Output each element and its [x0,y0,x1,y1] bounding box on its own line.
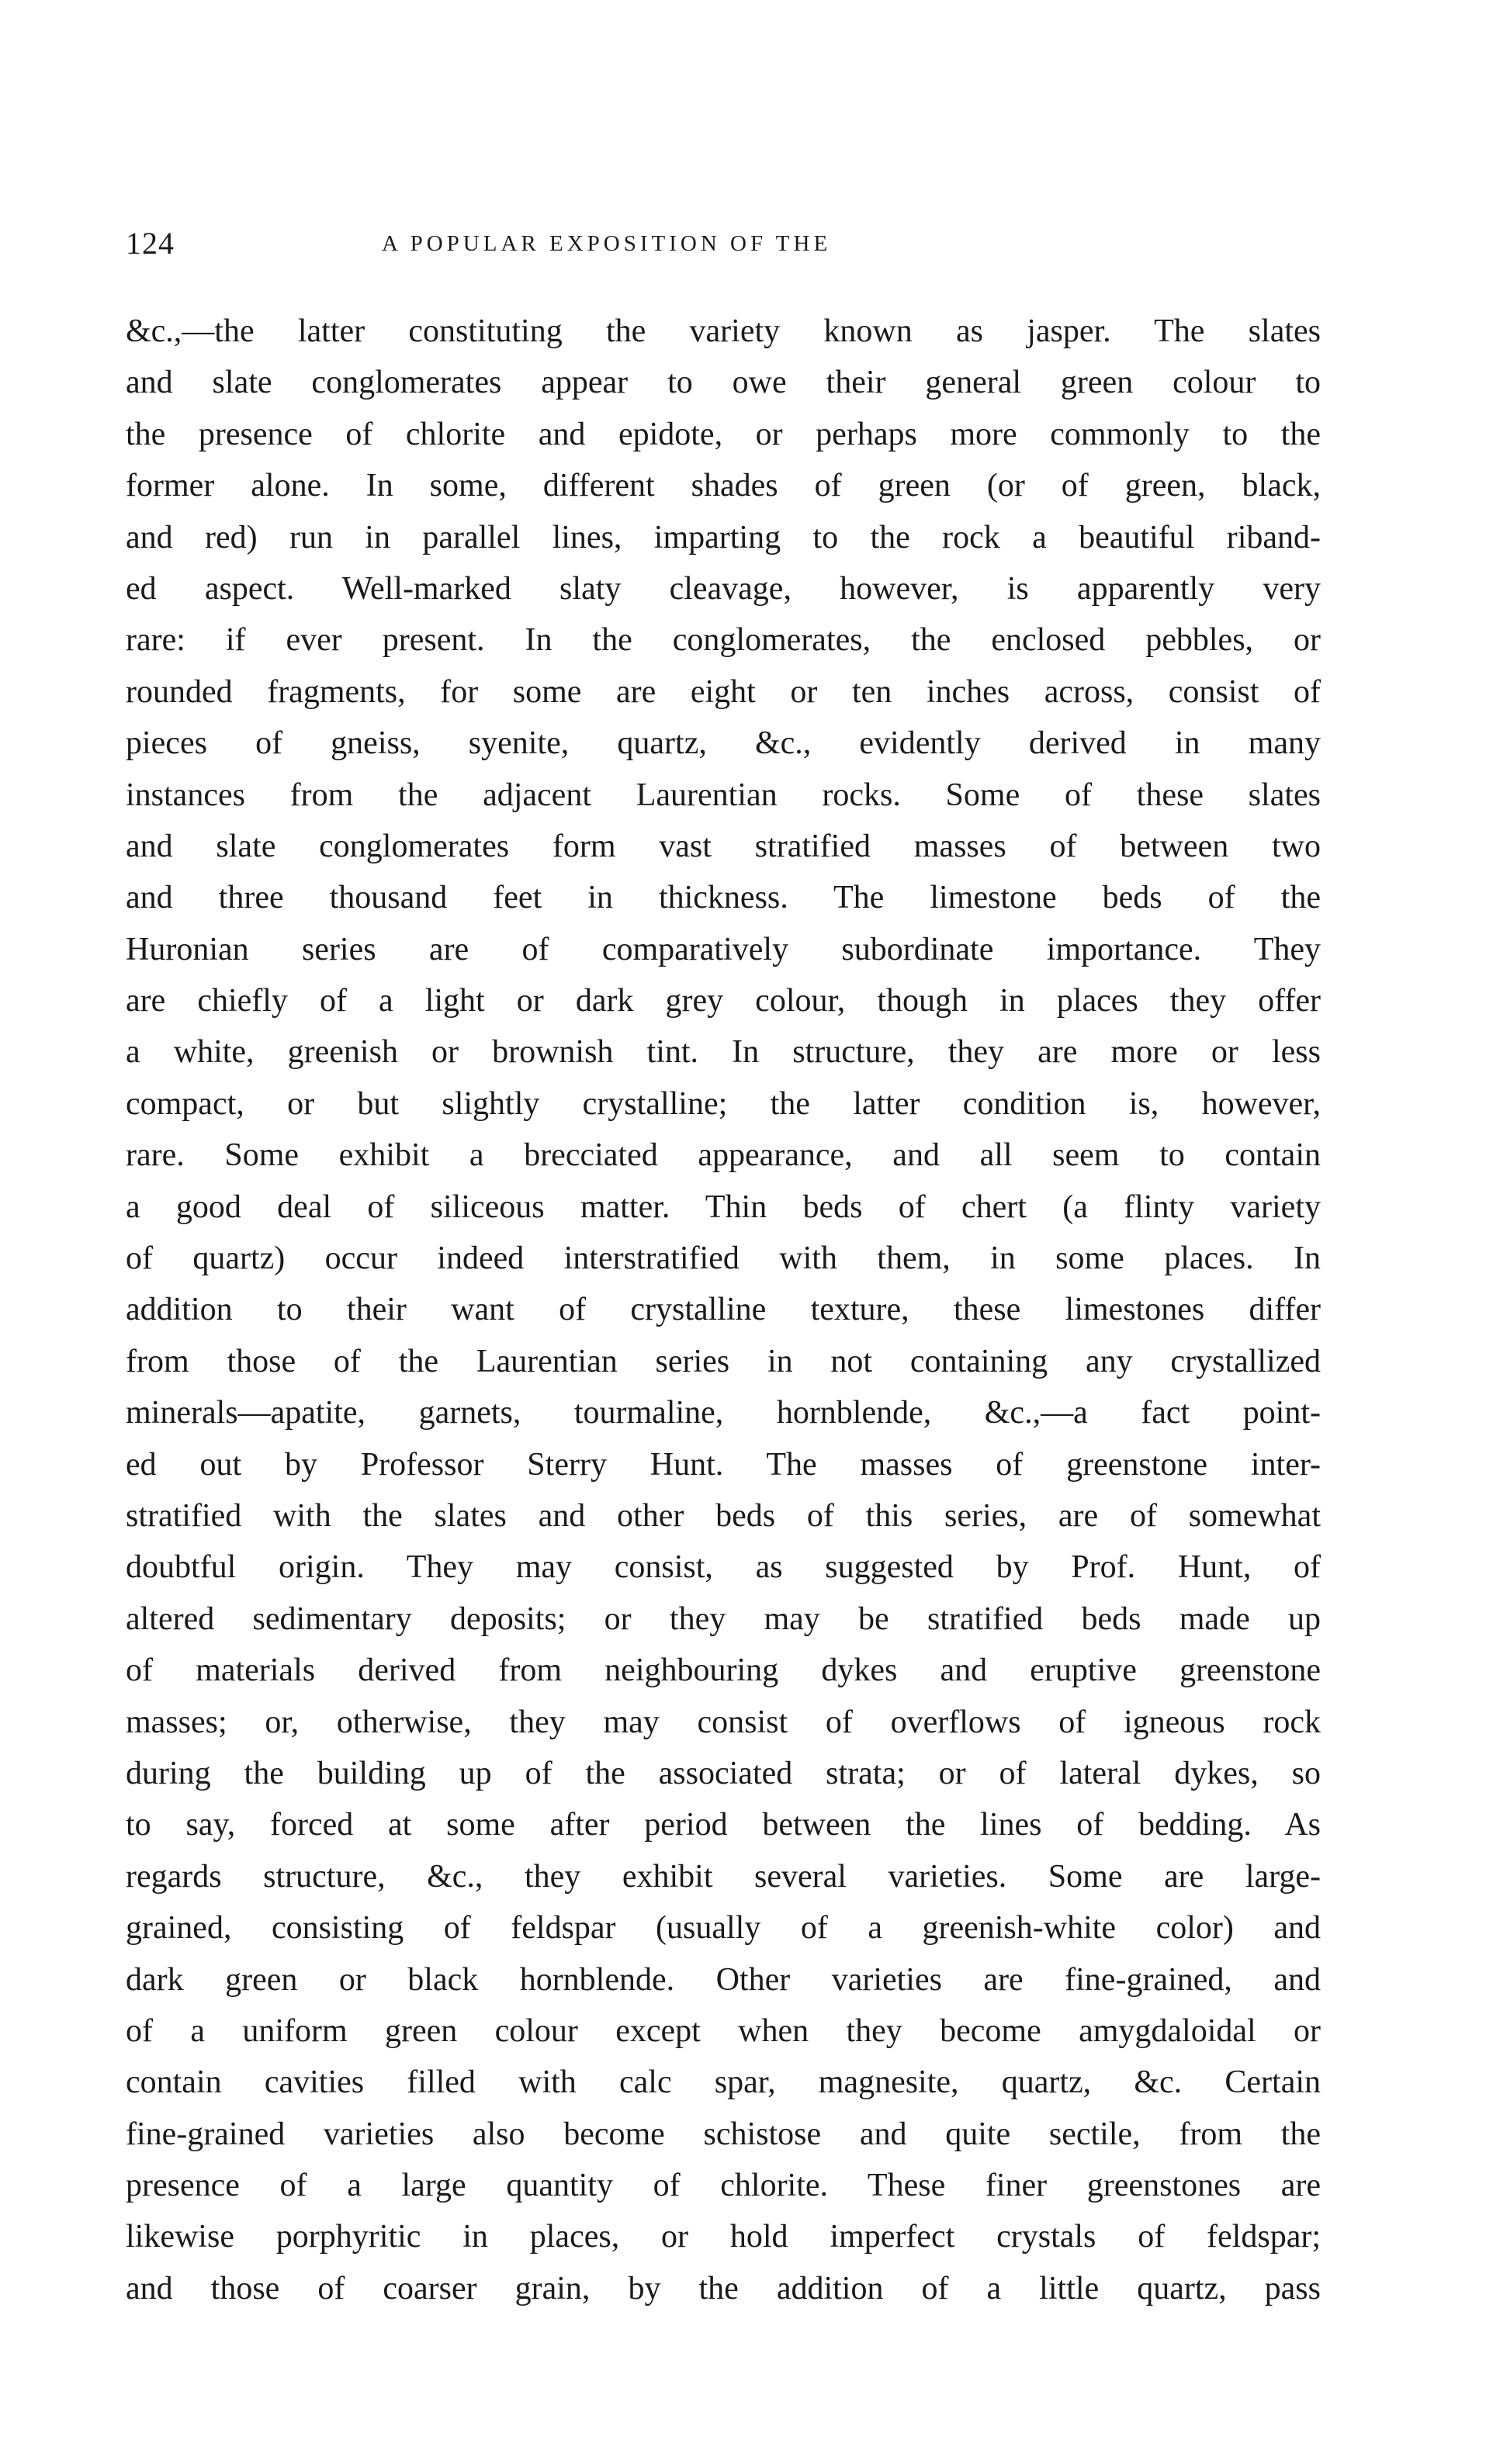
page-number: 124 [126,226,175,261]
text-line: and slate conglomerates form vast stratified masses of between two [126,828,1321,864]
text-line: ed out by Professor Sterry Hunt. The masses of greenstone inter- [126,1446,1321,1483]
text-line: presence of a large quantity of chlorite. These finer greenstones are [126,2168,1321,2204]
page-header [126,220,1321,267]
text-line: pieces of gneiss, syenite, quartz, &c., evidently derived in many [126,725,1321,762]
text-line: of quartz) occur indeed interstratified with them, in some places. In [126,1241,1321,1277]
text-line: a good deal of siliceous matter. Thin beds of chert (a flinty variety [126,1189,1321,1225]
text-line: compact, or but slightly crystalline; the latter condition is, however, [126,1085,1321,1122]
text-line: a white, greenish or brownish tint. In structure, they are more or less [126,1034,1321,1071]
text-line: of materials derived from neighbouring dykes and eruptive greenstone [126,1652,1321,1689]
text-line: contain cavities filled with calc spar, magnesite, quartz, &c. Certain [126,2064,1321,2101]
text-line: likewise porphyritic in places, or hold imperfect crystals of feldspar; [126,2219,1321,2255]
text-line: former alone. In some, different shades of green (or of green, black, [126,468,1321,504]
text-line: and slate conglomerates appear to owe their general green colour to [126,365,1321,401]
text-line: rounded fragments, for some are eight or ten inches across, consist of [126,673,1321,710]
text-line: &c.,—the latter constituting the variety known as jasper. The slates [126,313,1321,349]
text-line: stratified with the slates and other beds of this series, are of somewhat [126,1497,1321,1534]
running-head: A POPULAR EXPOSITION OF THE [382,231,832,256]
text-line: fine-grained varieties also become schistose and quite sectile, from the [126,2116,1321,2152]
text-line: from those of the Laurentian series in not containing any crystallized [126,1343,1321,1379]
text-line: minerals—apatite, garnets, tourmaline, hornblende, &c.,—a fact point- [126,1395,1321,1431]
text-line: and red) run in parallel lines, imparting to the rock a beautiful riband- [126,519,1321,555]
text-line: are chiefly of a light or dark grey colour, though in places they offer [126,983,1321,1019]
text-line: grained, consisting of feldspar (usually of a greenish-white color) and [126,1910,1321,1947]
text-line: altered sedimentary deposits; or they may be stratified beds made up [126,1601,1321,1637]
text-line: to say, forced at some after period between the lines of bedding. As [126,1807,1321,1843]
text-line: addition to their want of crystalline texture, these limestones differ [126,1292,1321,1328]
text-line: regards structure, &c., they exhibit several varieties. Some are large- [126,1858,1321,1895]
body-text [126,306,1321,2314]
text-line: rare: if ever present. In the conglomerates, the enclosed pebbles, or [126,622,1321,659]
text-line: doubtful origin. They may consist, as suggested by Prof. Hunt, of [126,1549,1321,1586]
text-line: during the building up of the associated strata; or of lateral dykes, so [126,1755,1321,1791]
text-line: and three thousand feet in thickness. The limestone beds of the [126,880,1321,916]
text-line: and those of coarser grain, by the addition of a little quartz, pass [126,2270,1321,2307]
text-line: ed aspect. Well-marked slaty cleavage, however, is apparently very [126,570,1321,607]
text-line: masses; or, otherwise, they may consist of overflows of igneous rock [126,1704,1321,1740]
text-line: of a uniform green colour except when they become amygdaloidal or [126,2012,1321,2049]
text-line: rare. Some exhibit a brecciated appearance, and all seem to contain [126,1137,1321,1174]
text-line: instances from the adjacent Laurentian rocks. Some of these slates [126,777,1321,813]
text-line: dark green or black hornblende. Other varieties are fine-grained, and [126,1961,1321,1998]
text-line: the presence of chlorite and epidote, or perhaps more commonly to the [126,416,1321,452]
text-line: Huronian series are of comparatively subordinate importance. They [126,931,1321,967]
